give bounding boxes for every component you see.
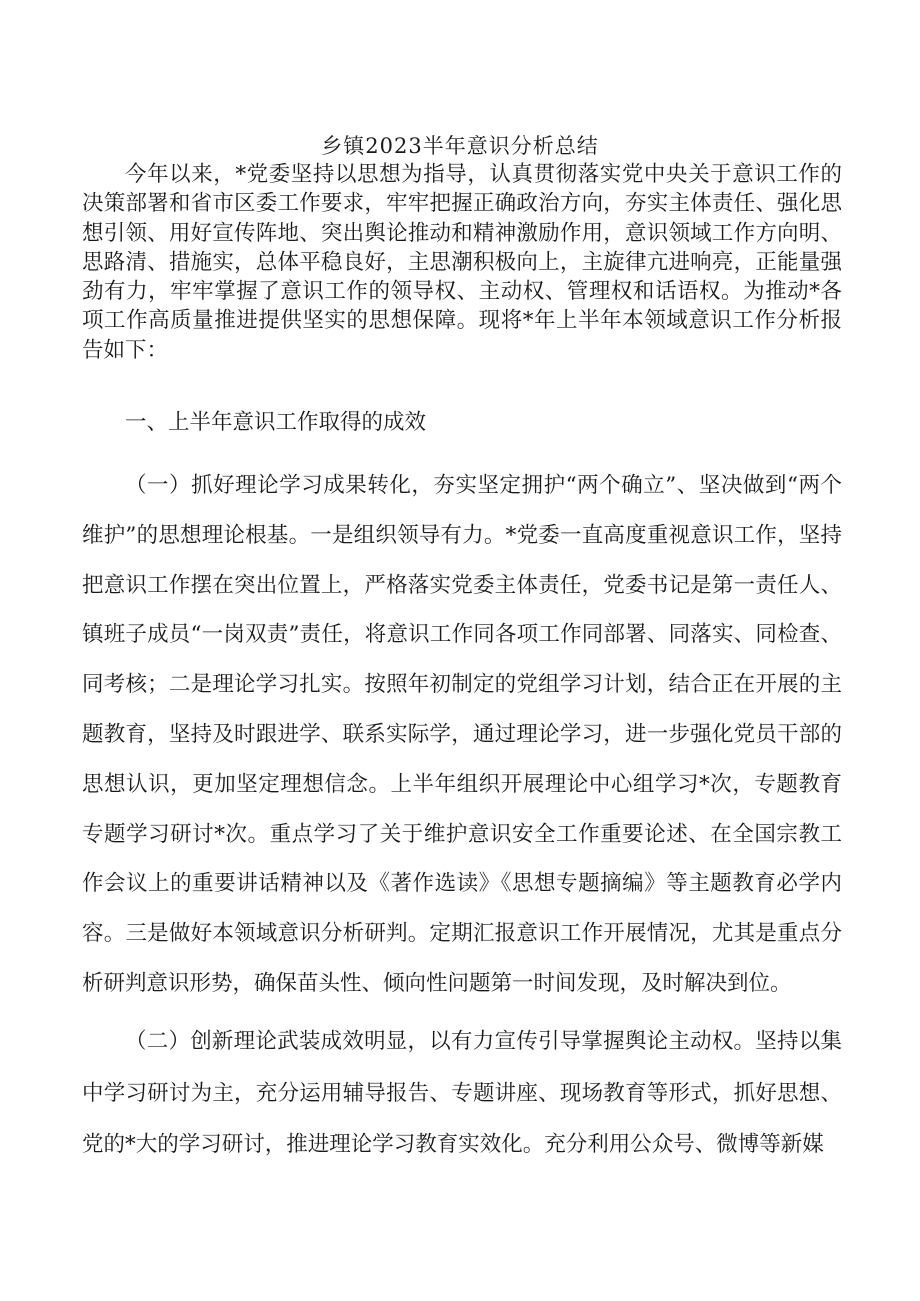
section-heading: 一、上半年意识工作取得的成效 — [125, 410, 427, 435]
section-2-paragraph: （二）创新理论武装成效明显，以有力宣传引导掌握舆论主动权。坚持以集中学习研讨为主，充分运用辅导报告、专题讲座、现场教育等形式，抓好思想、党的*大的学习研讨，推进理论学习教育实效化。充分利用公众号、微博等新媒 — [82, 1029, 842, 1157]
document-title: 乡镇2023半年意识分析总结 — [321, 134, 599, 158]
intro-paragraph: 今年以来，*党委坚持以思想为指导，认真贯彻落实党中央关于意识工作的决策部署和省市区委工作要求，牢牢把握正确政治方向，夯实主体责任、强化思想引领、用好宣传阵地、突出舆论推动和精神激励作用，意识领域工作方向明、思路清、措施实，总体平稳良好，主思潮积极向上，主旋律亢进响亮，正能量强劲有力，牢牢掌握了意识工作的领导权、主动权、管理权和话语权。为推动*各项工作高质量推进提供坚实的思想保障。现将*年上半年本领域意识工作分析报告如下： — [82, 162, 842, 363]
section-1-paragraph: （一）抓好理论学习成果转化，夯实坚定拥护“两个确立”、坚决做到“两个维护”的思想理论根基。一是组织领导有力。*党委一直高度重视意识工作，坚持把意识工作摆在突出位置上，严格落实党委主体责任，党委书记是第一责任人、镇班子成员“一岗双责”责任，将意识工作同各项工作同部署、同落实、同检查、同考核；二是理论学习扎实。按照年初制定的党组学习计划，结合正在开展的主题教育，坚持及时跟进学、联系实际学，通过理论学习，进一步强化党员干部的思想认识，更加坚定理想信念。上半年组织开展理论中心组学习*次，专题教育专题学习研讨*次。重点学习了关于维护意识安全工作重要论述、在全国宗教工作会议上的重要讲话精神以及《著作选读》《思想专题摘编》等主题教育必学内容。三是做好本领域意识分析研判。定期汇报意识工作开展情况，尤其是重点分析研判意识形势，确保苗头性、倾向性问题第一时间发现，及时解决到位。 — [82, 473, 842, 996]
